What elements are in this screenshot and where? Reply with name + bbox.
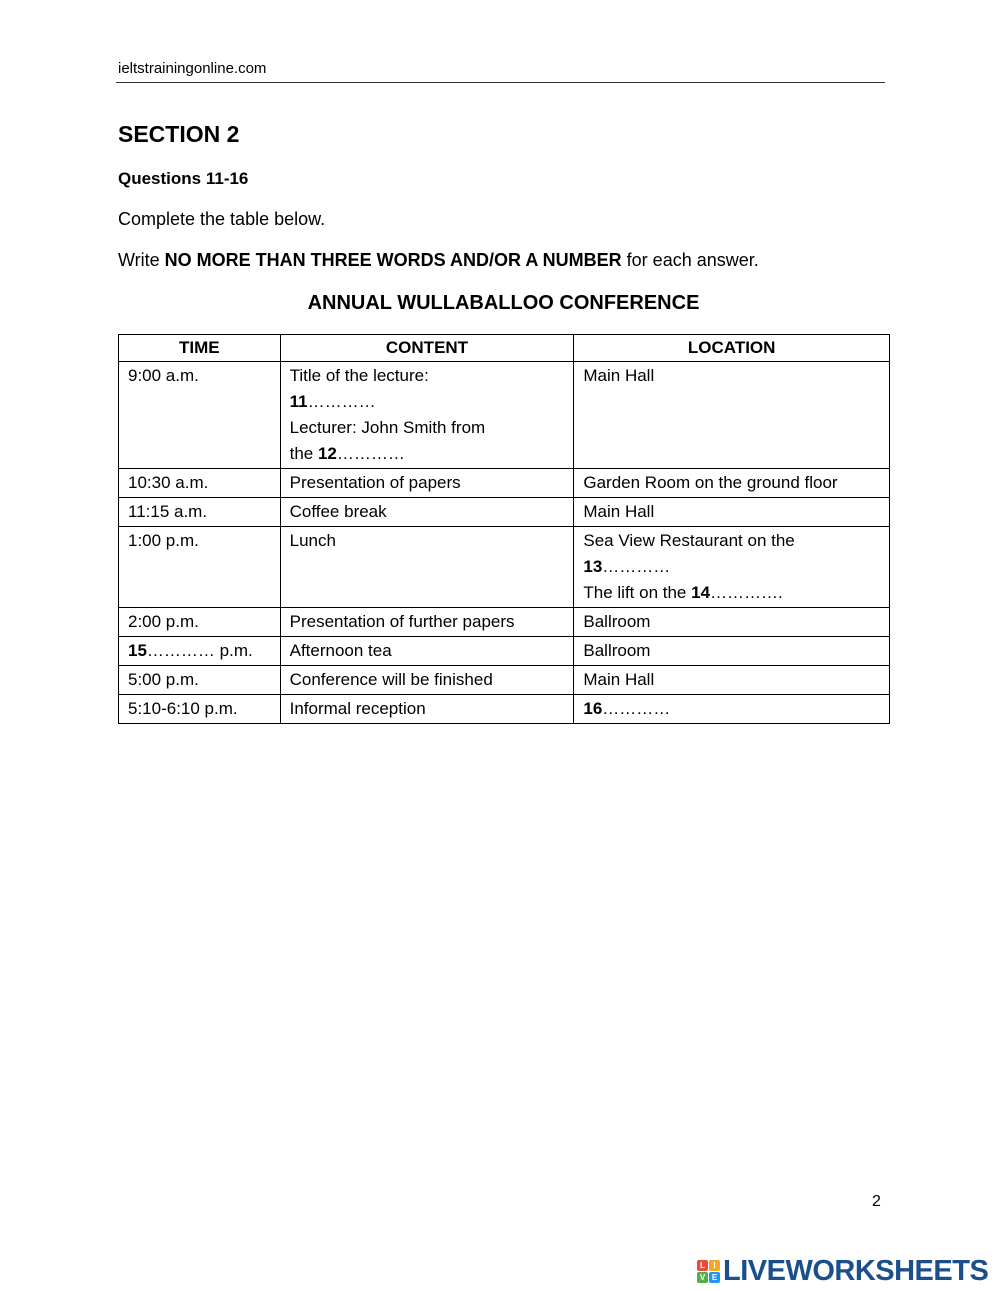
logo-icon-letter: V [697, 1272, 708, 1283]
content-line: Title of the lecture: [289, 366, 429, 385]
question-number: 14 [691, 583, 711, 602]
content-cell: Coffee break [280, 498, 574, 527]
answer-blank-15[interactable] [119, 637, 281, 666]
table-row [119, 362, 890, 469]
location-cell: Garden Room on the ground floor [574, 469, 890, 498]
question-number: 11 [289, 392, 308, 411]
section-title: SECTION 2 [118, 121, 240, 147]
time-cell: 9:00 a.m. [119, 362, 281, 469]
site-url: ieltstrainingonline.com [118, 60, 267, 77]
blank-dots: ………… p.m. [146, 641, 253, 660]
blank-dots: ………… [602, 699, 671, 718]
instruction-word-limit [118, 250, 759, 271]
logo-icon-letter: I [709, 1260, 720, 1271]
conference-table [118, 334, 890, 724]
header-divider [116, 82, 885, 83]
time-cell: 5:10-6:10 p.m. [119, 695, 281, 724]
blank-dots: ………… [336, 444, 405, 463]
blank-dots: ………… [602, 557, 671, 576]
location-text: The lift on the [583, 583, 692, 602]
logo-icon-letter: L [697, 1260, 708, 1271]
answer-blank-11[interactable] [290, 389, 565, 415]
blank-dots: …………. [710, 583, 783, 602]
table-row [119, 498, 890, 527]
table-row [119, 666, 890, 695]
content-cell: Conference will be finished [280, 666, 574, 695]
content-cell: Presentation of papers [280, 469, 574, 498]
time-cell: 1:00 p.m. [119, 527, 281, 608]
time-cell: 10:30 a.m. [119, 469, 281, 498]
location-cell: Ballroom [574, 608, 890, 637]
content-line: Lecturer: John Smith from [289, 418, 486, 437]
questions-range: Questions 11-16 [118, 169, 249, 188]
content-text: the [289, 444, 318, 463]
answer-blank-14[interactable] [583, 580, 880, 606]
content-cell: Informal reception [280, 695, 574, 724]
location-cell: Main Hall [574, 362, 890, 469]
table-row [119, 637, 890, 666]
answer-blank-12[interactable] [290, 441, 565, 467]
instruction-bold: NO MORE THAN THREE WORDS AND/OR A NUMBER [164, 250, 622, 270]
table-row [119, 695, 890, 724]
liveworksheets-icon [697, 1260, 720, 1283]
location-cell: Main Hall [574, 666, 890, 695]
blank-dots: ………… [307, 392, 376, 411]
page-number: 2 [872, 1193, 881, 1210]
location-cell [574, 527, 890, 608]
instruction-complete-table: Complete the table below. [118, 209, 326, 229]
instruction-post: for each answer. [621, 250, 759, 270]
content-cell: Presentation of further papers [280, 608, 574, 637]
answer-blank-16[interactable] [574, 695, 890, 724]
table-title: ANNUAL WULLABALLOO CONFERENCE [307, 292, 700, 314]
instruction-pre: Write [118, 250, 165, 270]
time-cell: 11:15 a.m. [119, 498, 281, 527]
content-cell: Afternoon tea [280, 637, 574, 666]
answer-blank-13[interactable] [583, 554, 880, 580]
location-line: Sea View Restaurant on the [583, 531, 795, 550]
question-number: 13 [583, 557, 603, 576]
content-cell: Lunch [280, 527, 574, 608]
table-row [119, 608, 890, 637]
table-header-row [119, 335, 890, 362]
question-number: 12 [317, 444, 337, 463]
table-row [119, 469, 890, 498]
question-number: 15 [128, 641, 147, 660]
liveworksheets-wordmark: LIVEWORKSHEETS [723, 1254, 989, 1287]
header-time: TIME [119, 335, 281, 362]
content-cell [280, 362, 574, 469]
logo-icon-letter: E [709, 1272, 720, 1283]
location-cell: Ballroom [574, 637, 890, 666]
time-cell: 5:00 p.m. [119, 666, 281, 695]
header-location: LOCATION [574, 335, 890, 362]
header-content: CONTENT [280, 335, 574, 362]
table-row [119, 527, 890, 608]
liveworksheets-logo[interactable] [697, 1256, 988, 1286]
time-cell: 2:00 p.m. [119, 608, 281, 637]
question-number: 16 [583, 699, 603, 718]
location-cell: Main Hall [574, 498, 890, 527]
